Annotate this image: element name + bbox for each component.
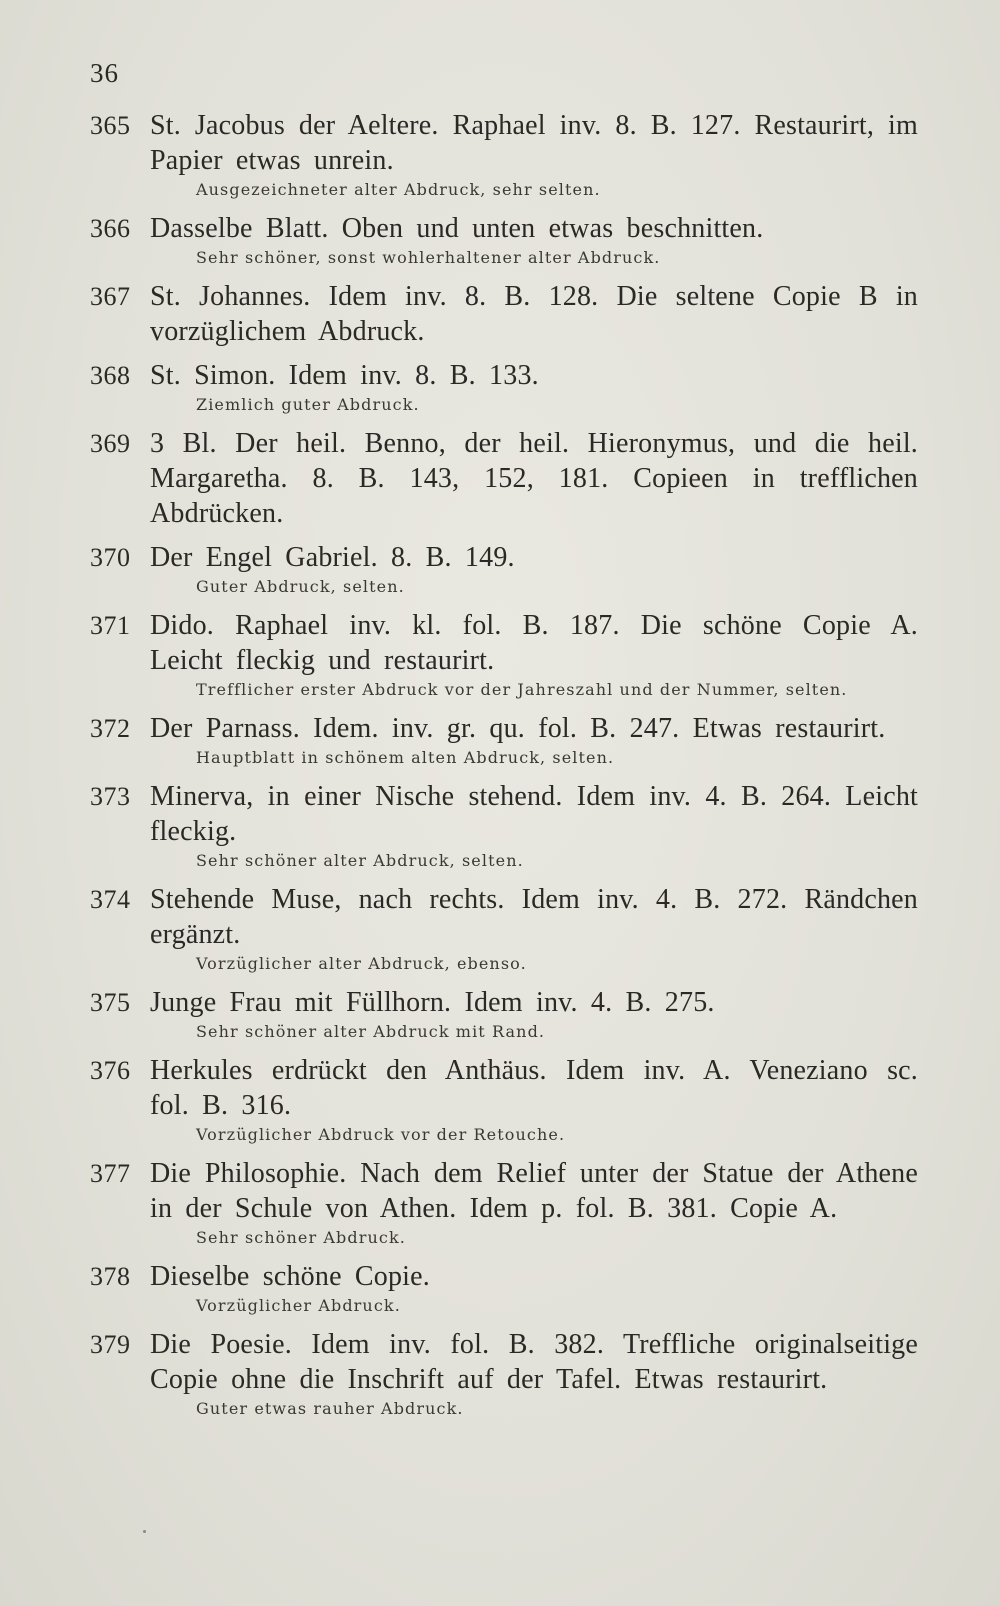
catalogue-entry <box>90 108 918 202</box>
entry-description: Minerva, in einer Nische stehend. Idem inv. 4. B. 264. Leicht fleckig. <box>150 781 918 847</box>
entry-number: 373 <box>90 782 131 811</box>
entry-note: Ausgezeichneter alter Abdruck, sehr selten. <box>196 180 601 199</box>
catalogue-entry <box>90 279 918 349</box>
entry-description: Die Philosophie. Nach dem Relief unter der Statue der Athene in der Schule von Athen. Idem p. fol. B. 381. Copie A. <box>150 1158 918 1224</box>
entry-description: Dasselbe Blatt. Oben und unten etwas beschnitten. <box>150 213 764 244</box>
entry-note: Sehr schöner, sonst wohlerhaltener alter Abdruck. <box>196 248 661 267</box>
catalogue-entry <box>90 779 918 873</box>
entry-description: St. Johannes. Idem inv. 8. B. 128. Die seltene Copie B in vorzüglichem Abdruck. <box>150 281 918 347</box>
entry-number: 377 <box>90 1159 131 1188</box>
entry-number: 379 <box>90 1330 131 1359</box>
catalogue-entry <box>90 1259 918 1318</box>
entry-note: Guter etwas rauher Abdruck. <box>196 1399 464 1418</box>
entry-note: Guter Abdruck, selten. <box>196 577 405 596</box>
entry-description: Stehende Muse, nach rechts. Idem inv. 4. B. 272. Rändchen ergänzt. <box>150 884 918 950</box>
catalogue-entry <box>90 426 918 531</box>
entry-description: Junge Frau mit Füllhorn. Idem inv. 4. B. 275. <box>150 987 715 1018</box>
entry-description: St. Jacobus der Aeltere. Raphael inv. 8. B. 127. Restaurirt, im Papier etwas unrein. <box>150 110 918 176</box>
entry-number: 367 <box>90 282 131 311</box>
catalogue-entry <box>90 608 918 702</box>
entry-number: 371 <box>90 611 131 640</box>
catalogue-entry <box>90 358 918 417</box>
entry-description: Der Engel Gabriel. 8. B. 149. <box>150 542 515 573</box>
entry-description: Dieselbe schöne Copie. <box>150 1261 430 1292</box>
entry-number: 375 <box>90 988 131 1017</box>
paper-speck <box>143 1530 146 1533</box>
entry-number: 368 <box>90 361 131 390</box>
catalogue-entry <box>90 1156 918 1250</box>
entry-description: Der Parnass. Idem. inv. gr. qu. fol. B. 247. Etwas restaurirt. <box>150 713 886 744</box>
entry-note: Sehr schöner Abdruck. <box>196 1228 406 1247</box>
catalogue-entry <box>90 882 918 976</box>
entry-number: 372 <box>90 714 131 743</box>
entry-description: Herkules erdrückt den Anthäus. Idem inv. A. Veneziano sc. fol. B. 316. <box>150 1055 918 1121</box>
entry-note: Ziemlich guter Abdruck. <box>196 395 420 414</box>
entry-number: 376 <box>90 1056 131 1085</box>
entry-number: 366 <box>90 214 131 243</box>
entry-number: 378 <box>90 1262 131 1291</box>
catalogue-entry <box>90 1327 918 1421</box>
entry-note: Vorzüglicher Abdruck. <box>196 1296 401 1315</box>
entry-description: St. Simon. Idem inv. 8. B. 133. <box>150 360 539 391</box>
entry-note: Vorzüglicher Abdruck vor der Retouche. <box>196 1125 566 1144</box>
entry-note: Vorzüglicher alter Abdruck, ebenso. <box>196 954 527 973</box>
entry-note: Sehr schöner alter Abdruck mit Rand. <box>196 1022 546 1041</box>
catalogue-list <box>90 108 918 1430</box>
catalogue-entry <box>90 1053 918 1147</box>
entry-note: Trefflicher erster Abdruck vor der Jahreszahl und der Nummer, selten. <box>196 680 848 699</box>
entry-number: 374 <box>90 885 131 914</box>
entry-description: Die Poesie. Idem inv. fol. B. 382. Treffliche originalseitige Copie ohne die Inschrift auf der Tafel. Etwas restaurirt. <box>150 1329 918 1395</box>
catalogue-entry <box>90 211 918 270</box>
entry-note: Sehr schöner alter Abdruck, selten. <box>196 851 524 870</box>
entry-number: 365 <box>90 111 131 140</box>
catalogue-entry <box>90 711 918 770</box>
entry-description: 3 Bl. Der heil. Benno, der heil. Hieronymus, und die heil. Margaretha. 8. B. 143, 152, 181. Copieen in trefflichen Abdrücken. <box>150 428 918 529</box>
catalogue-entry <box>90 540 918 599</box>
entry-note: Hauptblatt in schönem alten Abdruck, selten. <box>196 748 615 767</box>
entry-number: 369 <box>90 429 131 458</box>
catalogue-entry <box>90 985 918 1044</box>
page-number: 36 <box>90 58 119 88</box>
entry-description: Dido. Raphael inv. kl. fol. B. 187. Die schöne Copie A. Leicht fleckig und restaurirt. <box>150 610 918 676</box>
entry-number: 370 <box>90 543 131 572</box>
